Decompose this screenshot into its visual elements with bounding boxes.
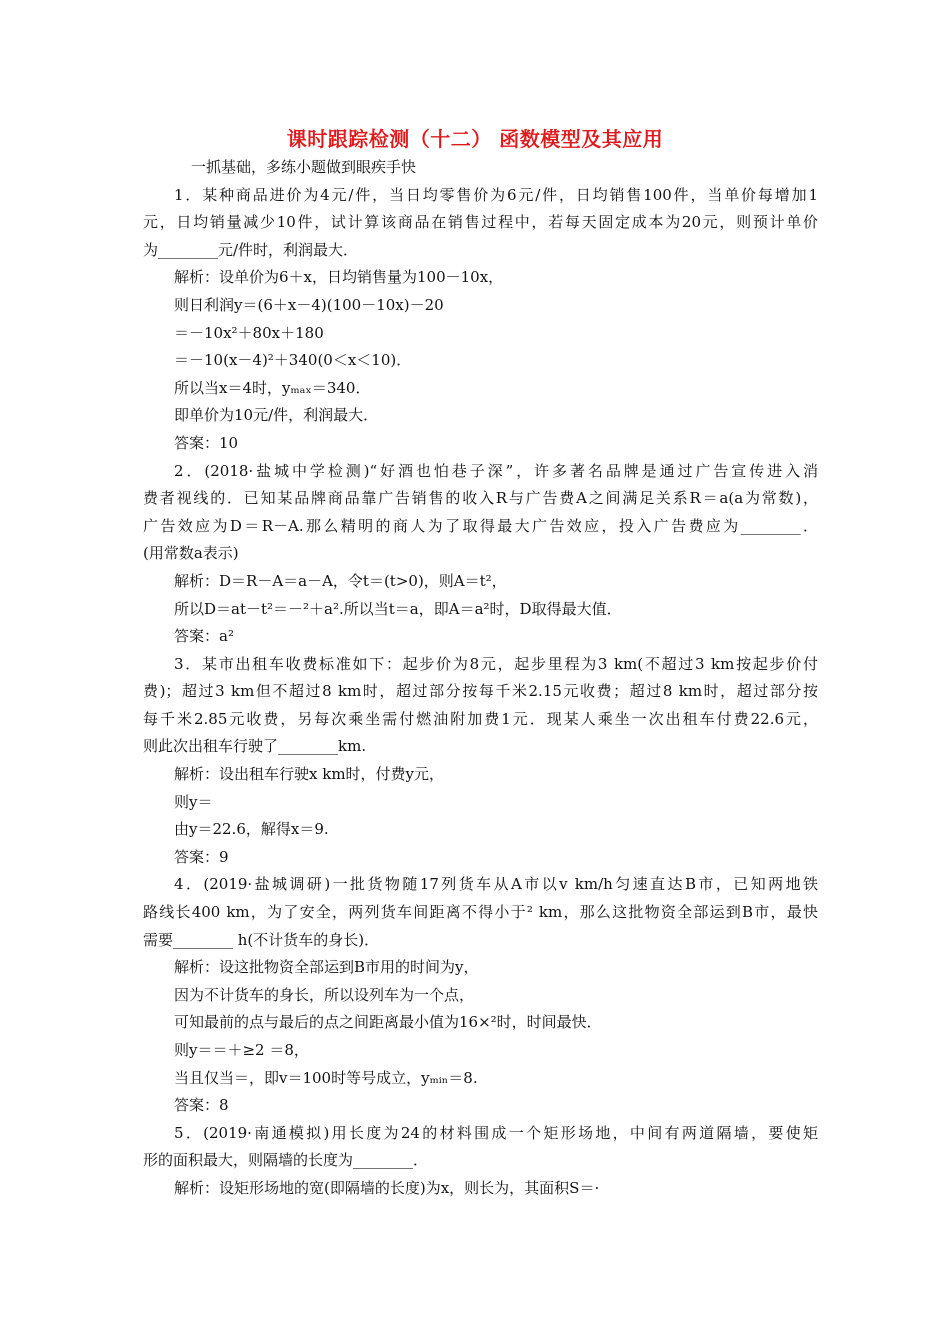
text-line: 即单价为10元/件，利润最大． (174, 406, 379, 425)
text-line: 费者视线的．已知某品牌商品靠广告销售的收入R与广告费A之间满足关系R＝a(a为常数)， (143, 489, 818, 508)
document-body (143, 154, 818, 1203)
text-line: 路线长400 km，为了安全，两列货车间距离不得小于² km，那么这批物资全部运到B市，最快 (143, 903, 818, 922)
text-line: 广告效应为D＝R－A.那么精明的商人为了取得最大广告效应，投入广告费应为________． (143, 516, 818, 535)
page-title: 课时跟踪检测（十二） 函数模型及其应用 (286, 127, 664, 151)
text-line: 由y＝22.6，解得x＝9. (174, 820, 329, 839)
text-line: 所以当x＝4时，yₘₐₓ＝340． (174, 378, 371, 397)
text-line: 形的面积最大，则隔墙的长度为________． (143, 1151, 429, 1170)
text-line: 一抓基础，多练小题做到眼疾手快 (191, 158, 417, 176)
text-line: (用常数a表示) (143, 544, 239, 563)
text-line: 答案：a² (174, 627, 234, 646)
text-line: 4．(2019·盐城调研)一批货物随17列货车从A市以v km/h匀速直达B市，已知两地铁 (174, 875, 818, 894)
text-line: 每千米2.85元收费，另每次乘坐需付燃油附加费1元．现某人乘坐一次出租车付费22.6元， (143, 709, 818, 728)
text-line: 1．某种商品进价为4元/件，当日均零售价为6元/件，日均销售100件，当单价每增加1 (174, 185, 818, 204)
text-line: 则y＝ (174, 792, 213, 811)
text-line: 可知最前的点与最后的点之间距离最小值为16×²时，时间最快． (174, 1013, 602, 1032)
text-line: 解析：设这批物资全部运到B市用的时间为y， (174, 958, 479, 977)
text-line: ＝－10(x－4)²＋340(0＜x＜10)． (174, 351, 412, 370)
text-line: 解析：设矩形场地的宽(即隔墙的长度)为x，则长为，其面积S＝· (174, 1178, 600, 1197)
text-line: 5．(2019·南通模拟)用长度为24的材料围成一个矩形场地，中间有两道隔墙，要使矩 (174, 1123, 818, 1142)
text-line: 答案：8 (174, 1096, 229, 1115)
text-line: 费)；超过3 km但不超过8 km时，超过部分按每千米2.15元收费；超过8 km时，超过部分按 (143, 682, 818, 701)
text-line: 需要________ h(不计货车的身长)． (143, 930, 380, 949)
text-line: 因为不计货车的身长，所以设列车为一个点， (174, 985, 475, 1004)
text-line: 当且仅当＝，即v＝100时等号成立，yₘᵢₙ＝8. (174, 1068, 478, 1087)
text-line: 则此次出租车行驶了________km. (143, 737, 367, 756)
text-line: 2．(2018·盐城中学检测)“好酒也怕巷子深”，许多著名品牌是通过广告宣传进入消 (174, 461, 818, 480)
text-line: 答案：10 (174, 433, 239, 452)
text-line: 解析：D＝R－A＝a－A，令t＝(t>0)，则A＝t²， (174, 571, 507, 590)
text-line: 3．某市出租车收费标准如下：起步价为8元，起步里程为3 km(不超过3 km按起步价付 (174, 654, 818, 673)
text-line: 答案：9 (174, 847, 229, 866)
text-line: 解析：设出租车行驶x km时，付费y元， (174, 765, 445, 784)
text-line: 所以D＝at－t²＝－²＋a².所以当t＝a，即A＝a²时，D取得最大值． (174, 599, 622, 618)
text-line: 解析：设单价为6＋x，日均销售量为100－10x， (174, 268, 504, 287)
text-line: 元，日均销量减少10件，试计算该商品在销售过程中，若每天固定成本为20元，则预计单价 (143, 213, 818, 232)
text-line: ＝－10x²＋80x＋180 (174, 323, 324, 342)
text-line: 则y＝＝＋≥2 ＝8， (174, 1041, 309, 1059)
text-line: 为________元/件时，利润最大． (143, 240, 359, 259)
text-line: 则日利润y＝(6＋x－4)(100－10x)－20 (174, 295, 444, 314)
